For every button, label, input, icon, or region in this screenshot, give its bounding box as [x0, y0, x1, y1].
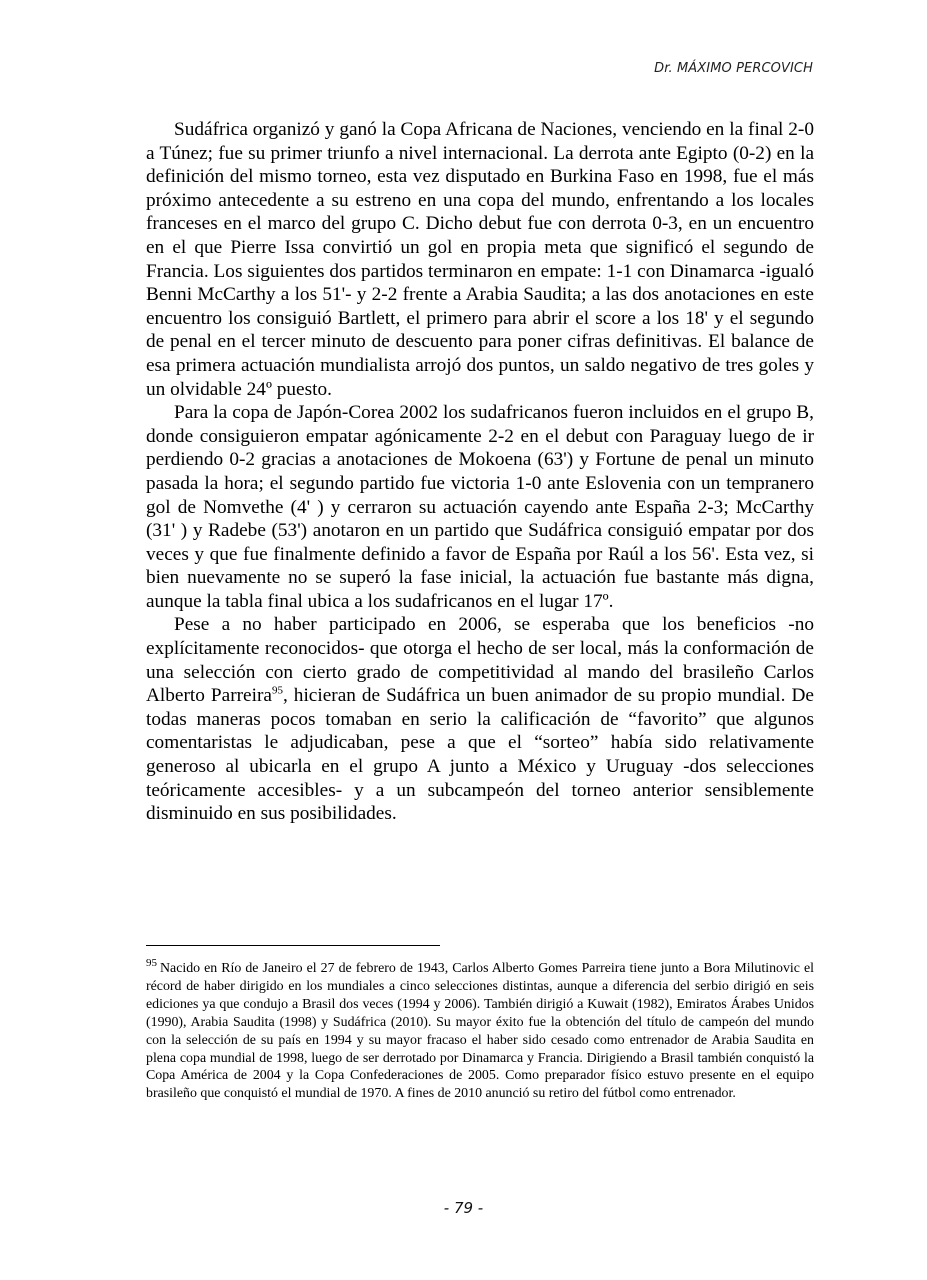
running-header: Dr. MÁXIMO PERCOVICH: [654, 61, 813, 76]
footnote: [146, 957, 814, 1103]
footnote-reference[interactable]: 95: [271, 684, 283, 697]
footnote-text: Nacido en Río de Janeiro el 27 de febrero de 1943, Carlos Alberto Gomes Parreira tiene junto a Bora Milutinovic el récord de haber dirigido en los mundiales a cinco selecciones distintas, aunque a diferencia del serbio dirigió en seis ediciones ya que condujo a Brasil dos veces (1994 y 2006). También dirigió a Kuwait (1982), Emiratos Árabes Unidos (1990), Arabia Saudita (1998) y Sudáfrica (2010). Su mayor éxito fue la obtención del título de campeón del mundo con la selección de su país en 1994 y su mayor fracaso el haber sido cesado como entrenador de Arabia Saudita en plena copa mundial de 1998, luego de ser derrotado por Dinamarca y Francia. Dirigiendo a Brasil también conquistó la Copa América de 2004 y la Copa Confederaciones de 2005. Como preparador físico estuvo presente en el equipo brasileño que conquistó el mundial de 1970. A fines de 2010 anunció su retiro del fútbol como entrenador.: [146, 961, 814, 1102]
paragraph: Sudáfrica organizó y ganó la Copa Africana de Naciones, venciendo en la final 2-0 a Túnez; fue su primer triunfo a nivel internacional. La derrota ante Egipto (0-2) en la definición del mismo torneo, esta vez disputado en Burkina Faso en 1998, fue el más próximo antecedente a su estreno en una copa del mundo, enfrentando a los locales franceses en el marco del grupo C. Dicho debut fue con derrota 0-3, en un encuentro en el que Pierre Issa convirtió un gol en propia meta que significó el segundo de Francia. Los siguientes dos partidos terminaron en empate: 1-1 con Dinamarca -igualó Benni McCarthy a los 51'- y 2-2 frente a Arabia Saudita; a las dos anotaciones en este encuentro los consiguió Bartlett, el primero para abrir el score a los 18' y el segundo de penal en el tercer minuto de descuento para poner cifras definitivas. El balance de esa primera actuación mundialista arrojó dos puntos, un saldo negativo de tres goles y un olvidable 24º puesto.: [146, 119, 814, 400]
paragraph-text: , hicieran de Sudáfrica un buen animador de su propio mundial. De todas maneras pocos tomaban en serio la calificación de “favorito” que algunos comentaristas le adjudicaban, pese a que el “sorteo” había sido relativamente generoso al ubicarla en el grupo A junto a México y Uruguay -dos selecciones teóricamente accesibles- y a un subcampeón del torneo anterior sensiblemente disminuido en sus posibilidades.: [146, 685, 814, 825]
footnote-number: 95: [146, 957, 157, 970]
main-text: [146, 118, 814, 826]
footnote-separator: [146, 945, 440, 946]
paragraph: Para la copa de Japón-Corea 2002 los sudafricanos fueron incluidos en el grupo B, donde consiguieron empatar agónicamente 2-2 en el debut con Paraguay luego de ir perdiendo 0-2 gracias a anotaciones de Mokoena (63') y Fortune de penal un minuto pasada la hora; el segundo partido fue victoria 1-0 ante Eslovenia con un tempranero gol de Nomvethe (4' ) y cerraron su actuación cayendo ante España 2-3; McCarthy (31' ) y Radebe (53') anotaron en un partido que Sudáfrica consiguió empatar por dos veces y que fue finalmente definido a favor de España por Raúl a los 56'. Esta vez, si bien nuevamente no se superó la fase inicial, la actuación fue bastante más digna, aunque la tabla final ubica a los sudafricanos en el lugar 17º.: [146, 402, 814, 612]
paragraph-text: Pese a no haber participado en 2006, se esperaba que los beneficios -no explícitamente reconocidos- que otorga el hecho de ser local, más la conformación de una selección con cierto grado de competitividad al mando del brasileño Carlos Alberto Parreira: [146, 614, 814, 707]
paragraph: [146, 613, 814, 825]
page-number: - 79 -: [443, 1199, 484, 1217]
